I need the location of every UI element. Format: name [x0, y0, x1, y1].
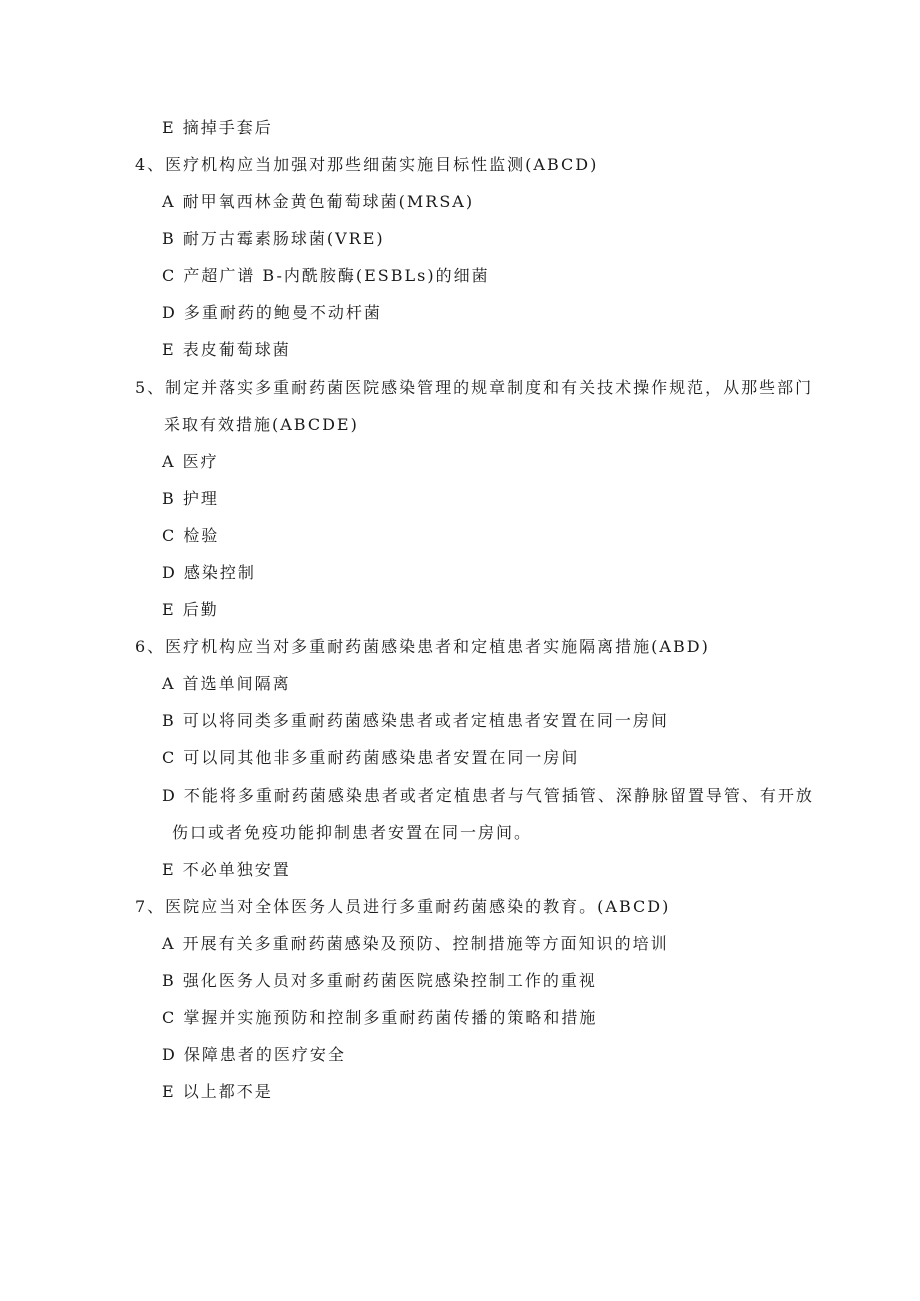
question-5-continuation: 采取有效措施(ABCDE): [164, 415, 359, 434]
option-line: E 后勤: [162, 600, 219, 619]
option-line: B 耐万古霉素肠球菌(VRE): [162, 229, 385, 248]
option-line: D 感染控制: [162, 563, 256, 582]
option-line: C 掌握并实施预防和控制多重耐药菌传播的策略和措施: [162, 1008, 598, 1027]
option-line: D 多重耐药的鲍曼不动杆菌: [162, 303, 382, 322]
question-7: 7、医院应当对全体医务人员进行多重耐药菌感染的教育。(ABCD): [135, 897, 671, 916]
option-line: A 医疗: [162, 452, 219, 471]
option-line: A 首选单间隔离: [162, 674, 291, 693]
option-line: B 强化医务人员对多重耐药菌医院感染控制工作的重视: [162, 971, 597, 990]
option-line: C 检验: [162, 526, 220, 545]
option-line: A 耐甲氧西林金黄色葡萄球菌(MRSA): [162, 192, 475, 211]
question-4: 4、医疗机构应当加强对那些细菌实施目标性监测(ABCD): [135, 155, 599, 174]
option-line: D 不能将多重耐药菌感染患者或者定植患者与气管插管、深静脉留置导管、有开放: [162, 786, 814, 805]
question-5: 5、制定并落实多重耐药菌医院感染管理的规章制度和有关技术操作规范，从那些部门: [135, 378, 814, 397]
question-6: 6、医疗机构应当对多重耐药菌感染患者和定植患者实施隔离措施(ABD): [135, 637, 710, 656]
option-line: E 摘掉手套后: [162, 118, 273, 137]
option-line: D 保障患者的医疗安全: [162, 1045, 346, 1064]
option-line: B 可以将同类多重耐药菌感染患者或者定植患者安置在同一房间: [162, 711, 669, 730]
option-line: E 以上都不是: [162, 1082, 273, 1101]
option-line: A 开展有关多重耐药菌感染及预防、控制措施等方面知识的培训: [162, 934, 669, 953]
option-continuation: 伤口或者免疫功能抑制患者安置在同一房间。: [172, 823, 533, 842]
option-line: E 不必单独安置: [162, 860, 291, 879]
option-line: C 可以同其他非多重耐药菌感染患者安置在同一房间: [162, 748, 580, 767]
option-line: B 护理: [162, 489, 219, 508]
option-line: E 表皮葡萄球菌: [162, 340, 291, 359]
option-line: C 产超广谱 B-内酰胺酶(ESBLs)的细菌: [162, 266, 490, 285]
